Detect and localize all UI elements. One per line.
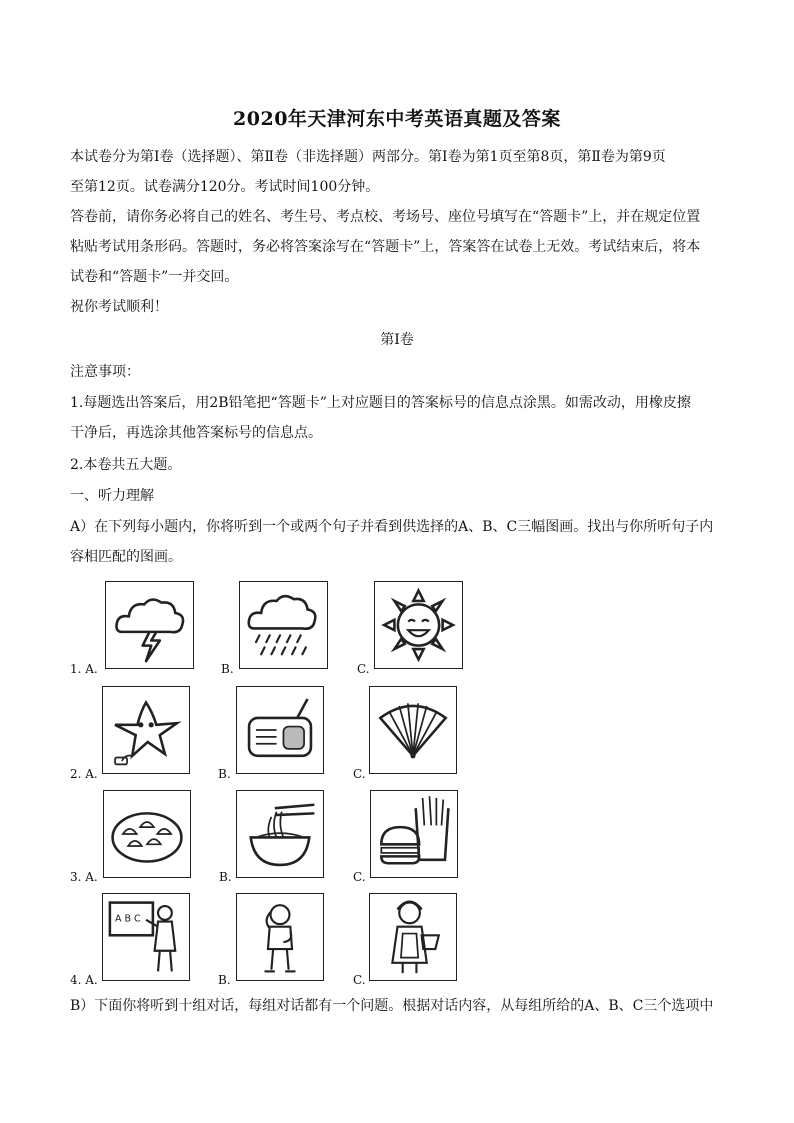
kite-icon <box>103 687 189 773</box>
part-a-instruction-2: 容相匹配的图画。 <box>70 549 182 565</box>
q4-option-a-label: 4. A. <box>70 973 98 987</box>
good-luck-text: 祝你考试顺利！ <box>70 299 168 315</box>
svg-text:A B C: A B C <box>115 913 141 925</box>
part1-heading: 一、听力理解 <box>70 488 154 504</box>
dumplings-icon <box>104 791 190 877</box>
note-item-2: 2.本卷共五大题。 <box>70 457 182 473</box>
noodles-icon <box>237 791 323 877</box>
q2-picture-c[interactable] <box>369 686 457 774</box>
q3-option-c-label: C. <box>353 870 366 884</box>
teacher-icon <box>103 894 189 980</box>
part-a-instruction-1: A）在下列每小题内，你将听到一个或两个句子并看到供选择的A、B、C三幅图画。找出与你所听句子内 <box>70 519 714 535</box>
intro-line-3: 答卷前，请你务必将自己的姓名、考生号、考点校、考场号、座位号填写在“答题卡”上，并在规定位置 <box>70 209 701 225</box>
folding-fan-icon <box>370 687 456 773</box>
q4-picture-a[interactable] <box>102 893 190 981</box>
intro-line-4: 粘贴考试用条形码。答题时，务必将答案涂写在“答题卡”上，答案答在试卷上无效。考试结束后，将本 <box>70 239 701 255</box>
q1-picture-c[interactable] <box>374 581 463 669</box>
q3-option-a-label: 3. A. <box>70 870 98 884</box>
sick-boy-icon <box>237 894 323 980</box>
storm-cloud-icon <box>106 582 193 668</box>
q4-picture-b[interactable] <box>236 893 324 981</box>
note-item-1b: 干净后，再选涂其他答案标号的信息点。 <box>70 425 322 441</box>
q2-option-c-label: C. <box>353 767 366 781</box>
shopping-woman-icon <box>370 894 456 980</box>
notes-heading: 注意事项： <box>70 364 140 380</box>
q2-option-b-label: B. <box>218 767 231 781</box>
q3-picture-a[interactable] <box>103 790 191 878</box>
q1-option-a-label: 1. A. <box>70 662 98 676</box>
intro-line-2: 至第12页。试卷满分120分。考试时间100分钟。 <box>70 179 380 195</box>
q3-picture-b[interactable] <box>236 790 324 878</box>
section-title: 第Ⅰ卷 <box>380 332 414 348</box>
rain-cloud-icon <box>240 582 327 668</box>
q3-option-b-label: B. <box>219 870 232 884</box>
q1-option-c-label: C. <box>357 662 370 676</box>
note-item-1a: 1.每题选出答案后，用2B铅笔把“答题卡”上对应题目的答案标号的信息点涂黑。如需改动，用橡皮擦 <box>70 395 691 411</box>
q2-picture-a[interactable] <box>102 686 190 774</box>
intro-line-1: 本试卷分为第Ⅰ卷（选择题）、第Ⅱ卷（非选择题）两部分。第Ⅰ卷为第1页至第8页，第Ⅱ卷为第9页 <box>70 149 666 165</box>
q4-picture-c[interactable] <box>369 893 457 981</box>
fast-food-icon <box>371 791 457 877</box>
intro-line-5: 试卷和“答题卡”一并交回。 <box>70 269 239 285</box>
q3-picture-c[interactable] <box>370 790 458 878</box>
q2-option-a-label: 2. A. <box>70 767 98 781</box>
q1-option-b-label: B. <box>221 662 234 676</box>
q1-picture-b[interactable] <box>239 581 328 669</box>
part-b-instruction-1: B）下面你将听到十组对话，每组对话都有一个问题。根据对话内容，从每组所给的A、B、C三个选项中 <box>70 998 714 1014</box>
sun-icon <box>375 582 462 668</box>
q1-picture-a[interactable] <box>105 581 194 669</box>
q4-option-c-label: C. <box>353 973 366 987</box>
radio-icon <box>237 687 323 773</box>
document-title: 2020年天津河东中考英语真题及答案 <box>233 108 561 130</box>
q4-option-b-label: B. <box>218 973 231 987</box>
q2-picture-b[interactable] <box>236 686 324 774</box>
